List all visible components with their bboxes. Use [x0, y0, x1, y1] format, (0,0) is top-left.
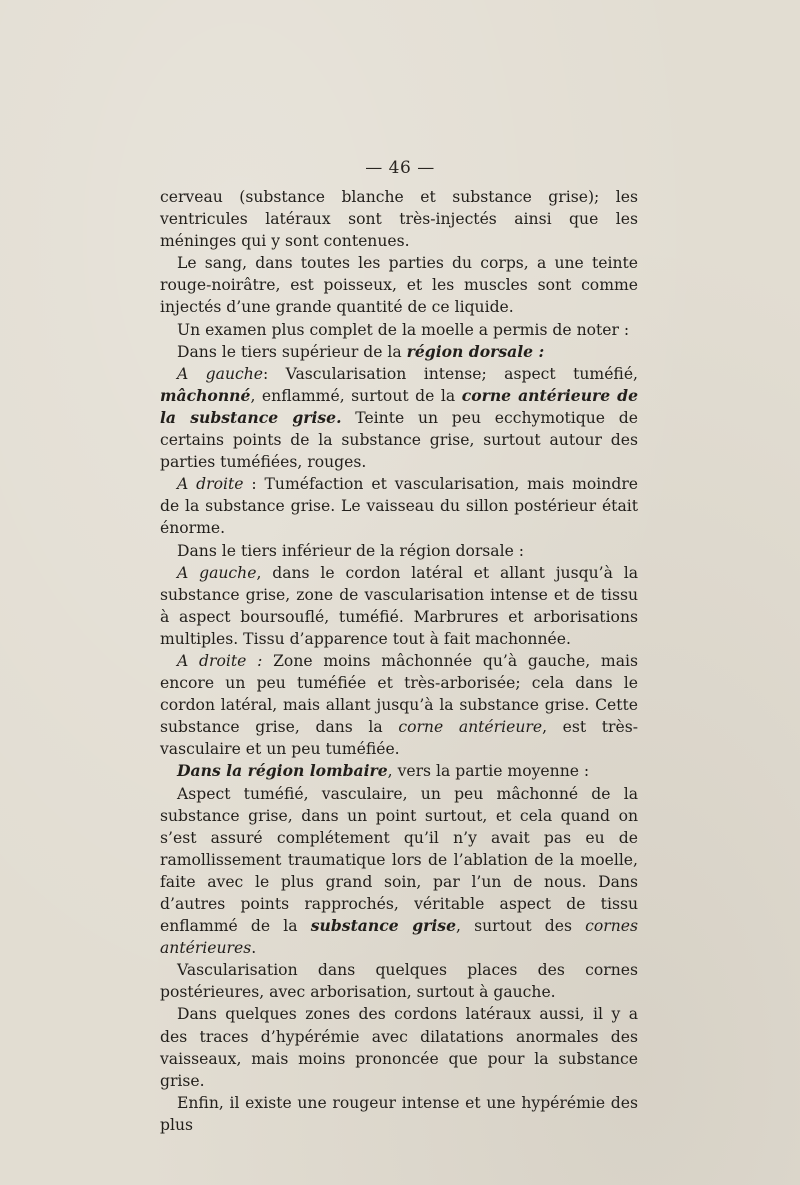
- body-text: [160, 186, 638, 1136]
- paragraph: [160, 783, 638, 960]
- text-run: .: [251, 939, 257, 958]
- text-run: : Vascularisation intense; aspect tuméfié,: [263, 364, 639, 383]
- text-run: , surtout des: [456, 917, 586, 936]
- paragraph: [160, 319, 638, 341]
- emphasis-bold-italic: mâchonné: [160, 385, 251, 405]
- text-run: Dans quelques zones des cordons latéraux aussi, il y a des traces d’hypérémie avec dilatations anormales des vaisseaux, mais moins prononcée que pour la substance grise.: [160, 1005, 638, 1090]
- emphasis-bold-italic: Dans la région lombaire: [177, 761, 388, 781]
- text-run: , vers la partie moyenne :: [387, 762, 590, 781]
- emphasis-bold-italic: substance grise: [310, 916, 457, 936]
- paragraph: [160, 540, 638, 562]
- paragraph: [160, 650, 638, 760]
- text-run: Dans le tiers supérieur de la: [177, 342, 407, 361]
- paragraph: [160, 562, 638, 650]
- paragraph: [160, 186, 638, 252]
- text-run: Vascularisation dans quelques places des cornes postérieures, avec arborisation, surtout à gauche.: [160, 961, 638, 1002]
- emphasis-italic: A droite: [177, 475, 244, 494]
- text-run: , enflammé, surtout de la: [250, 386, 462, 405]
- emphasis-italic: cornes antérieures: [160, 917, 638, 958]
- paragraph: [160, 252, 638, 318]
- emphasis-bold-italic: corne antérieure de la substance grise.: [160, 385, 638, 427]
- paragraph: [160, 959, 638, 1003]
- text-run: , dans le cordon latéral et allant jusqu’à la substance grise, zone de vascularisation intense et de tissu à aspect boursouflé, tuméfié. Marbrures et arborisations multiples. Tissu d’apparence tout à fait machonnée.: [160, 563, 638, 648]
- text-run: Un examen plus complet de la moelle a permis de noter :: [177, 320, 630, 339]
- paragraph: [160, 760, 638, 782]
- paragraph: [160, 1092, 638, 1136]
- text-run: Zone moins mâchonnée qu’à gauche, mais encore un peu tuméfiée et très-arborisée; cela dans le cordon latéral, mais allant jusqu’à la substance grise. Cette substance grise, dans la: [160, 651, 638, 737]
- text-run: Teinte un peu ecchymotique de certains points de la substance grise, surtout autour des parties tuméfiées, rouges.: [160, 408, 638, 472]
- page-number: — 46 —: [365, 158, 435, 178]
- paragraph: [160, 363, 638, 473]
- text-run: : Tuméfaction et vascularisation, mais moindre de la substance grise. Le vaisseau du sillon postérieur était énorme.: [160, 475, 638, 538]
- text-run: , est très-vasculaire et un peu tuméfiée.: [160, 718, 638, 759]
- emphasis-italic: corne antérieure: [398, 718, 543, 737]
- paragraph: [160, 1003, 638, 1091]
- text-run: Le sang, dans toutes les parties du corps, a une teinte rouge-noirâtre, est poisseux, et les muscles sont comme injectés d’une grande quantité de ce liquide.: [160, 254, 638, 317]
- text-run: Dans le tiers inférieur de la région dorsale :: [177, 541, 525, 560]
- emphasis-bold-italic: région dorsale :: [406, 341, 545, 361]
- text-run: Enfin, il existe une rougeur intense et une hypérémie des plus: [160, 1093, 638, 1134]
- emphasis-italic: A droite :: [177, 651, 263, 670]
- paragraph: [160, 341, 638, 363]
- text-run: Aspect tuméfié, vasculaire, un peu mâchonné de la substance grise, dans un point surtout, et cela quand on s’est assuré complétement qu’il n’y avait pas eu de ramollissement traumatique lors de l’ablation de la moelle, faite avec le plus grand soin, par l’un de nous. Dans d’autres points rapprochés, véritable aspect de tissu enflammé de la: [160, 784, 638, 936]
- text-run: cerveau (substance blanche et substance grise); les ventricules latéraux sont très-injectés ainsi que les méninges qui y sont contenues.: [160, 188, 638, 251]
- emphasis-italic: A gauche: [177, 563, 257, 582]
- emphasis-italic: A gauche: [177, 364, 264, 383]
- paragraph: [160, 473, 638, 539]
